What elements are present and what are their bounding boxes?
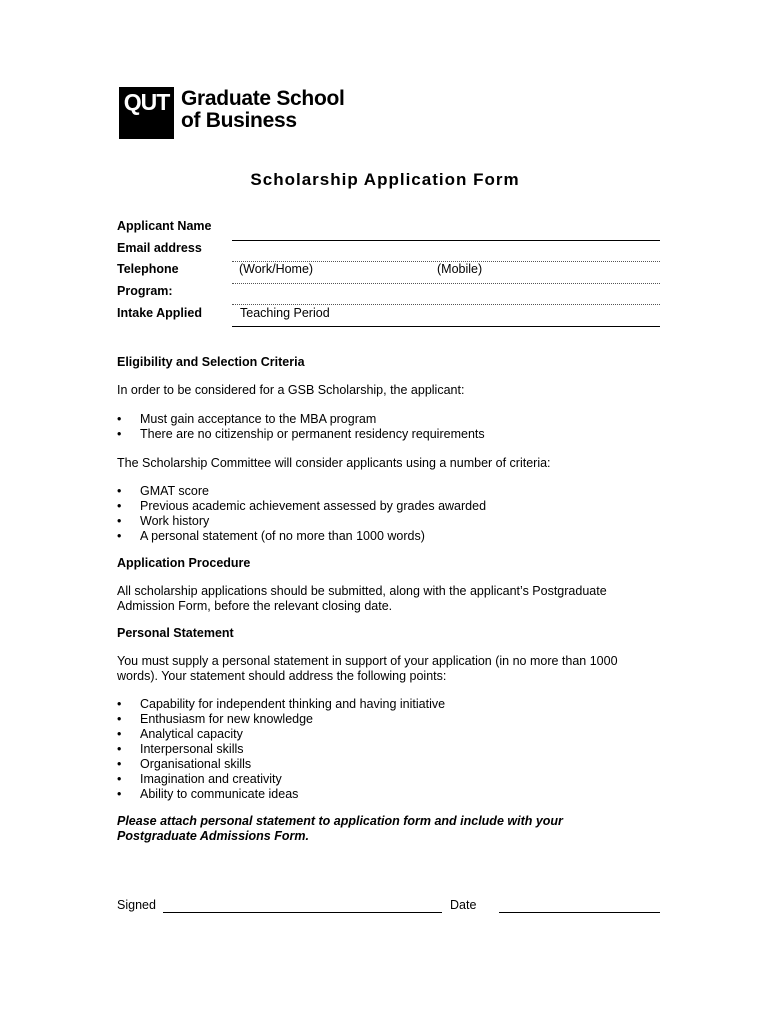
email-label: Email address xyxy=(117,241,202,255)
criteria-intro: The Scholarship Committee will consider applicants using a number of criteria: xyxy=(117,456,551,470)
list-item: • There are no citizenship or permanent residency requirements xyxy=(117,427,485,442)
list-item: • GMAT score xyxy=(117,484,486,499)
list-item: • Capability for independent thinking and having initiative xyxy=(117,697,445,712)
qut-logo-mark xyxy=(119,87,174,139)
page-title: Scholarship Application Form xyxy=(250,170,520,189)
criteria-list xyxy=(117,484,486,544)
statement-text xyxy=(117,654,657,684)
telephone-line[interactable] xyxy=(232,283,660,284)
applicant-name-line[interactable] xyxy=(232,240,660,241)
intake-label: Intake Applied xyxy=(117,306,202,320)
statement-line-1: You must supply a personal statement in support of your application (in no more than 1000 xyxy=(117,654,618,668)
list-item: • Interpersonal skills xyxy=(117,742,445,757)
telephone-label: Telephone xyxy=(117,262,179,276)
list-item: • Previous academic achievement assessed by grades awarded xyxy=(117,499,486,514)
logo-mark-text: QUT xyxy=(123,89,170,115)
attach-note-line-1: Please attach personal statement to application form and include with your xyxy=(117,814,563,828)
logo-line-1: Graduate School xyxy=(181,87,345,110)
list-item: • Work history xyxy=(117,514,486,529)
procedure-heading: Application Procedure xyxy=(117,556,251,570)
program-line[interactable] xyxy=(232,304,660,305)
list-item: • Organisational skills xyxy=(117,757,445,772)
eligibility-intro: In order to be considered for a GSB Scholarship, the applicant: xyxy=(117,383,465,397)
applicant-name-label: Applicant Name xyxy=(117,219,212,233)
eligibility-heading: Eligibility and Selection Criteria xyxy=(117,355,305,369)
work-home-hint: (Work/Home) xyxy=(239,262,314,276)
signed-label: Signed xyxy=(117,898,156,912)
list-item: • A personal statement (of no more than 1000 words) xyxy=(117,529,486,544)
statement-heading: Personal Statement xyxy=(117,626,234,640)
attach-note xyxy=(117,814,657,844)
list-item: • Ability to communicate ideas xyxy=(117,787,445,802)
program-label: Program: xyxy=(117,284,173,298)
list-item: • Analytical capacity xyxy=(117,727,445,742)
procedure-line-2: Admission Form, before the relevant closing date. xyxy=(117,599,393,613)
mobile-hint: (Mobile) xyxy=(437,262,483,276)
statement-points-list xyxy=(117,697,445,802)
statement-line-2: words). Your statement should address the following points: xyxy=(117,669,447,683)
intake-line[interactable] xyxy=(232,326,660,327)
procedure-line-1: All scholarship applications should be submitted, along with the applicant’s Postgraduate xyxy=(117,584,607,598)
logo-text xyxy=(181,88,345,132)
teaching-period-hint: Teaching Period xyxy=(240,306,330,320)
logo-line-2: of Business xyxy=(181,109,297,132)
attach-note-line-2: Postgraduate Admissions Form. xyxy=(117,829,309,843)
requirements-list xyxy=(117,412,485,442)
date-line[interactable] xyxy=(499,912,660,913)
list-item: • Must gain acceptance to the MBA program xyxy=(117,412,485,427)
procedure-text xyxy=(117,584,657,614)
date-label: Date xyxy=(450,898,477,912)
signature-line[interactable] xyxy=(163,912,442,913)
list-item: • Enthusiasm for new knowledge xyxy=(117,712,445,727)
list-item: • Imagination and creativity xyxy=(117,772,445,787)
